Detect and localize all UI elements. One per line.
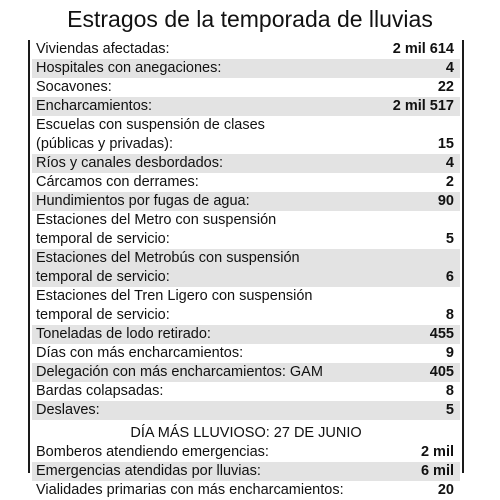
data-table-frame [28, 40, 464, 498]
row-value: 2 mil [420, 444, 454, 460]
table-row [32, 382, 460, 401]
table-row [32, 192, 460, 211]
row-label: Escuelas con suspensión de clases [36, 117, 265, 133]
table-row [32, 401, 460, 420]
row-value: 90 [437, 193, 454, 209]
table-row [32, 249, 460, 268]
table-row [32, 363, 460, 382]
row-label: Ríos y canales desbordados: [36, 155, 223, 171]
row-label: Hospitales con anegaciones: [36, 60, 222, 76]
table-row [32, 344, 460, 363]
row-label: Cárcamos con derrames: [36, 174, 199, 190]
row-label: Estaciones del Tren Ligero con suspensión [36, 288, 313, 304]
row-value: 8 [445, 383, 454, 399]
table-row [32, 230, 460, 249]
row-value: 5 [445, 402, 454, 418]
row-value: 22 [437, 79, 454, 95]
row-label: Deslaves: [36, 402, 100, 418]
table-row [32, 211, 460, 230]
row-value: 4 [445, 60, 454, 76]
page-title: Estragos de la temporada de lluvias [67, 6, 433, 32]
table-row [32, 78, 460, 97]
table-row [32, 325, 460, 344]
table-row [32, 462, 460, 481]
table-row [32, 40, 460, 59]
row-value: 15 [437, 136, 454, 152]
row-value: 2 mil 517 [392, 98, 454, 114]
row-label: Vialidades primarias con más encharcamientos: [36, 482, 344, 498]
row-label: Hundimientos por fugas de agua: [36, 193, 250, 209]
row-label: Estaciones del Metro con suspensión [36, 212, 277, 228]
row-value: 2 [445, 174, 454, 190]
row-label: Días con más encharcamientos: [36, 345, 244, 361]
row-value: 455 [429, 326, 454, 342]
row-label: Delegación con más encharcamientos: GAM [36, 364, 323, 380]
row-value: 5 [445, 231, 454, 247]
row-value: 8 [445, 307, 454, 323]
row-value: 20 [437, 482, 454, 498]
table-row [32, 287, 460, 306]
row-label: temporal de servicio: [36, 269, 170, 285]
row-label: Toneladas de lodo retirado: [36, 326, 211, 342]
table-row [32, 268, 460, 287]
data-table [32, 40, 460, 500]
row-value: 6 mil [420, 463, 454, 479]
table-row [32, 97, 460, 116]
row-label: Estaciones del Metrobús con suspensión [36, 250, 300, 266]
table-row [32, 443, 460, 462]
table-row [32, 173, 460, 192]
row-value: 6 [445, 269, 454, 285]
row-label: Bardas colapsadas: [36, 383, 164, 399]
row-value: 4 [445, 155, 454, 171]
row-label: temporal de servicio: [36, 307, 170, 323]
section-subheading: DÍA MÁS LLUVIOSO: 27 DE JUNIO [130, 425, 362, 441]
table-row [32, 154, 460, 173]
row-label: Emergencias atendidas por lluvias: [36, 463, 261, 479]
row-label: temporal de servicio: [36, 231, 170, 247]
row-label: Socavones: [36, 79, 112, 95]
table-row [32, 481, 460, 500]
row-label: Bomberos atendiendo emergencias: [36, 444, 269, 460]
row-label: Viviendas afectadas: [36, 41, 170, 57]
row-value: 405 [429, 364, 454, 380]
row-label: Encharcamientos: [36, 98, 153, 114]
row-label: (públicas y privadas): [36, 136, 173, 152]
table-row [32, 135, 460, 154]
row-value: 2 mil 614 [392, 41, 454, 57]
table-row [32, 306, 460, 325]
table-row [32, 59, 460, 78]
table-row [32, 116, 460, 135]
row-value: 9 [445, 345, 454, 361]
